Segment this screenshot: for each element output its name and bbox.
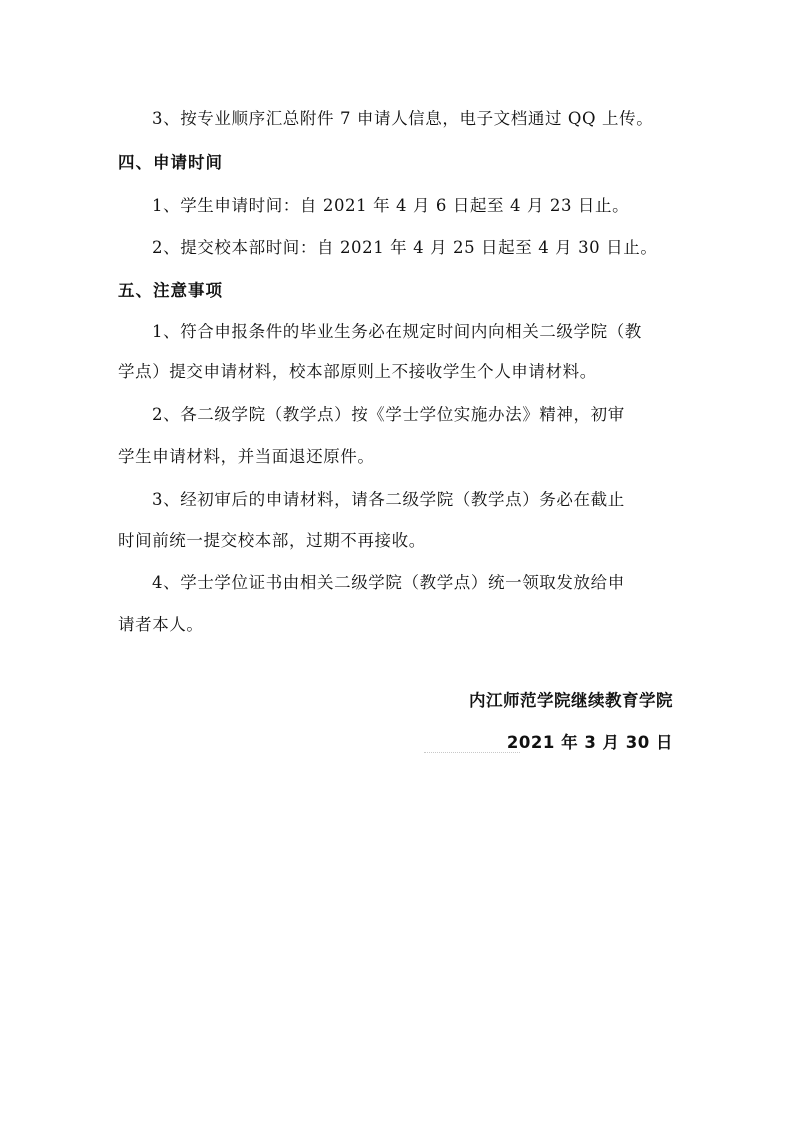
signature-dotted-leader xyxy=(424,742,520,753)
section5-item4-line2: 请者本人。 xyxy=(118,615,204,634)
section4-item2: 2、提交校本部时间：自 2021 年 4 月 25 日起至 4 月 30 日止。 xyxy=(152,238,658,257)
section5-item1-line1: 1、符合申报条件的毕业生务必在规定时间内向相关二级学院（教 xyxy=(152,322,642,341)
signature-date: 2021 年 3 月 30 日 xyxy=(506,733,673,752)
section5-item2-line1: 2、各二级学院（教学点）按《学士学位实施办法》精神，初审 xyxy=(152,405,625,424)
section3-item3: 3、按专业顺序汇总附件 7 申请人信息，电子文档通过 QQ 上传。 xyxy=(152,109,654,128)
section4-item1: 1、学生申请时间：自 2021 年 4 月 6 日起至 4 月 23 日止。 xyxy=(152,196,630,215)
section5-item1-line2: 学点）提交申请材料，校本部原则上不接收学生个人申请材料。 xyxy=(118,362,597,381)
section5-item2-line2: 学生申请材料，并当面退还原件。 xyxy=(118,447,375,466)
section5-item3-line2: 时间前统一提交校本部，过期不再接收。 xyxy=(118,531,426,550)
section5-item3-line1: 3、经初审后的申请材料，请各二级学院（教学点）务必在截止 xyxy=(152,490,625,509)
section5-item4-line1: 4、学士学位证书由相关二级学院（教学点）统一领取发放给申 xyxy=(152,573,625,592)
signature-organization: 内江师范学院继续教育学院 xyxy=(469,691,673,710)
section4-heading: 四、申请时间 xyxy=(118,153,223,172)
section5-heading: 五、注意事项 xyxy=(118,281,223,300)
